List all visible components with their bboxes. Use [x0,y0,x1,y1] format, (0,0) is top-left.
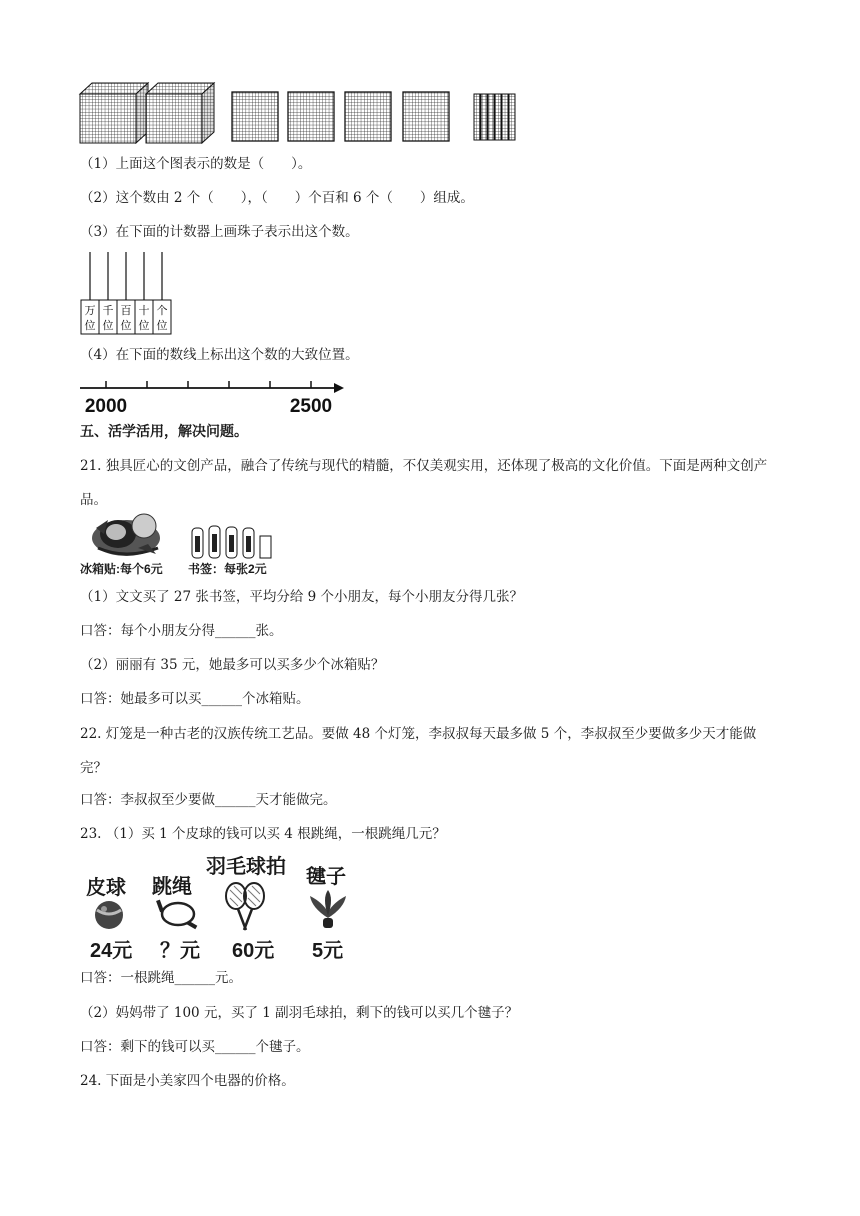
abacus-label-wan-2: 位 [84,320,96,332]
abacus-label-ge-1: 个 [156,305,168,317]
q23-answer1[interactable]: 口答：一根跳绳______元。 [80,970,242,986]
q21-answer2[interactable]: 口答：她最多可以买______个冰箱贴。 [80,691,310,707]
item-price-jump-rope: ？元 [160,940,200,962]
badminton-racket-icon [220,880,270,932]
item-name-badminton-racket: 羽毛球拍 [206,856,286,878]
abacus-label-ge-2: 位 [156,320,168,332]
thousand-cube [80,83,148,143]
jump-rope-icon [156,896,198,932]
numberline-start-label: 2000 [84,396,128,416]
abacus-label-qian-1: 千 [102,305,114,317]
numberline-end-label: 2500 [289,396,333,416]
abacus[interactable] [78,250,174,336]
q21-part1: （1）文文买了 27 张书签，平均分给 9 个小朋友，每个小朋友分得几张？ [80,589,524,605]
bookmark-price-label: 书签：每张2元 [188,562,267,576]
abacus-label-shi-1: 十 [138,305,150,317]
hundred-flat [232,92,278,141]
hundred-flat [403,92,449,141]
q24-text: 24. 下面是小美家四个电器的价格。 [80,1073,295,1089]
q23-part2: （2）妈妈带了 100 元，买了 1 副羽毛球拍，剩下的钱可以买几个毽子？ [80,1005,519,1021]
q22-answer[interactable]: 口答：李叔叔至少要做______天才能做完。 [80,792,337,808]
base-ten-blocks-figure [76,80,536,144]
q23-part1: 23. （1）买 1 个皮球的钱可以买 4 根跳绳，一根跳绳几元？ [80,826,446,842]
abacus-label-bai-1: 百 [120,305,132,317]
q20-part1: （1）上面这个图表示的数是（ ）。 [80,156,312,172]
item-name-ball: 皮球 [86,877,126,899]
thousand-cube [146,83,214,143]
ten-rods [474,94,515,140]
hundred-flat [288,92,334,141]
abacus-label-qian-2: 位 [102,320,114,332]
bookmarks-image [190,524,278,560]
fridge-magnet-price-label: 冰箱贴:每个6元 [80,562,163,576]
item-name-shuttlecock: 毽子 [306,866,346,888]
q21-intro: 21. 独具匠心的文创产品，融合了传统与现代的精髓，不仅美观实用，还体现了极高的文化价值。下面是两种文创产品。 [80,458,768,508]
shuttlecock-icon [306,888,350,932]
ball-icon [92,898,126,932]
q23-answer2[interactable]: 口答：剩下的钱可以买______个毽子。 [80,1039,310,1055]
abacus-label-wan-1: 万 [84,305,96,317]
item-price-ball: 24元 [90,940,133,962]
number-line[interactable] [76,374,346,416]
q20-part4: （4）在下面的数线上标出这个数的大致位置。 [80,347,359,363]
abacus-label-bai-2: 位 [120,320,132,332]
hundred-flat [345,92,391,141]
section-title: 五、活学活用，解决问题。 [80,424,248,440]
q20-part3: （3）在下面的计数器上画珠子表示出这个数。 [80,224,359,240]
abacus-label-shi-2: 位 [138,320,150,332]
q21-part2: （2）丽丽有 35 元，她最多可以买多少个冰箱贴？ [80,657,385,673]
q20-part2: （2）这个数由 2 个（ ），（ ）个百和 6 个（ ）组成。 [80,190,474,206]
item-price-badminton-racket: 60元 [232,940,275,962]
q22-text: 22. 灯笼是一种古老的汉族传统工艺品。要做 48 个灯笼，李叔叔每天最多做 5 个，李叔叔至少要做多少天才能做完？ [80,726,757,776]
q21-answer1[interactable]: 口答：每个小朋友分得______张。 [80,623,283,639]
fridge-magnet-image [88,508,166,560]
item-price-shuttlecock: 5元 [312,940,344,962]
item-name-jump-rope: 跳绳 [152,876,192,898]
